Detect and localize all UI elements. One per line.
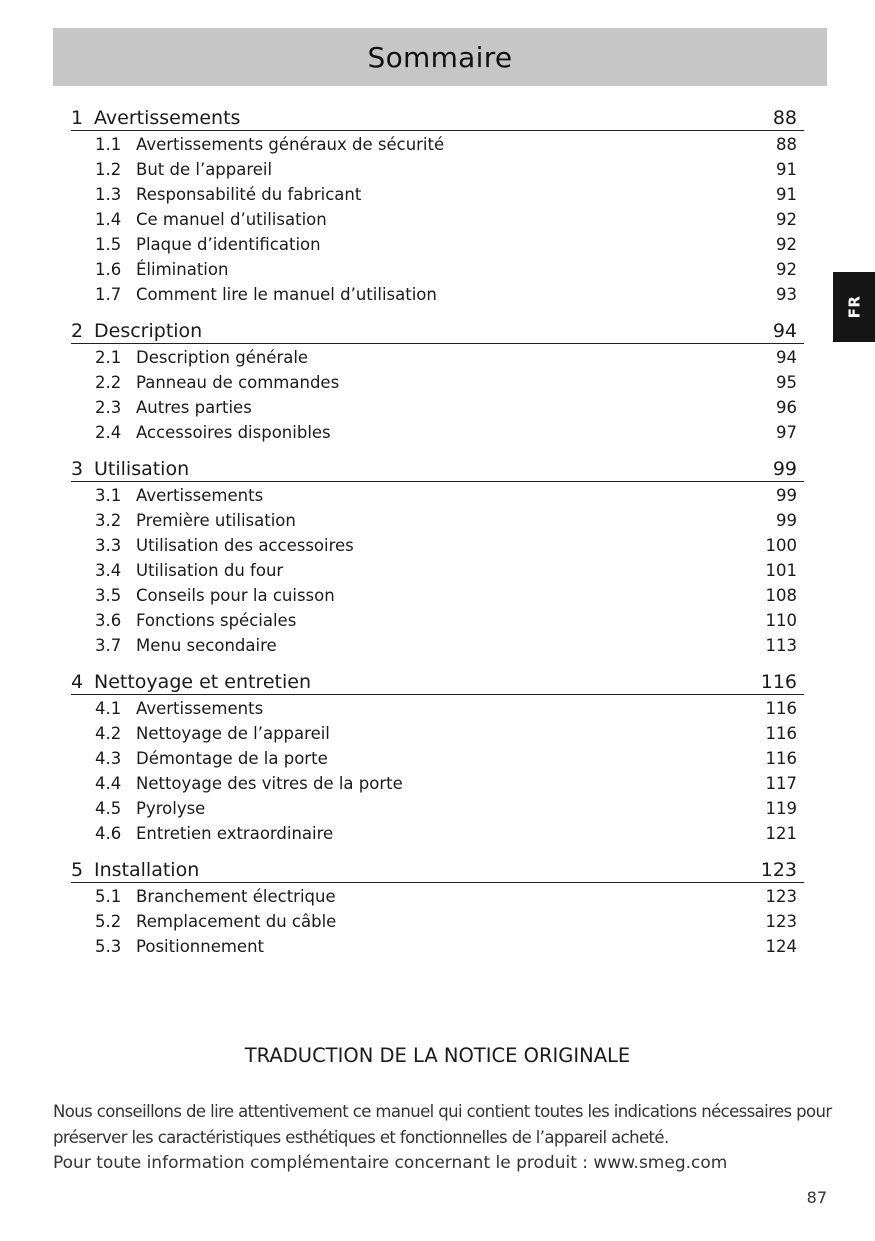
entry-number: 2.1 [95,348,122,367]
toc-entry[interactable] [71,558,804,583]
section-number: 5 [71,859,84,881]
toc-entry[interactable] [71,771,804,796]
toc-entry[interactable] [71,721,804,746]
entry-title: Description générale [136,348,309,367]
entry-page: 110 [765,611,797,630]
toc-entry[interactable] [71,420,804,445]
entry-number: 1.2 [95,160,122,179]
section-page: 116 [760,671,797,693]
entry-number: 4.4 [95,774,122,793]
entry-page: 88 [776,135,797,154]
entry-number: 3.2 [95,511,122,530]
entry-number: 1.5 [95,235,122,254]
entry-title: Élimination [136,260,229,279]
entry-number: 1.3 [95,185,122,204]
entry-number: 3.6 [95,611,122,630]
entry-title: Utilisation des accessoires [136,536,354,555]
toc-entry[interactable] [71,207,804,232]
page-title: Sommaire [367,40,513,74]
entry-page: 108 [765,586,797,605]
toc-entry[interactable] [71,132,804,157]
toc-entry[interactable] [71,746,804,771]
entry-number: 4.5 [95,799,122,818]
section-title: Nettoyage et entretien [94,671,312,693]
entry-title: Positionnement [136,937,265,956]
entry-number: 4.6 [95,824,122,843]
entry-title: Remplacement du câble [136,912,337,931]
entry-title: Entretien extraordinaire [136,824,334,843]
language-label: FR [844,295,863,319]
toc-entry[interactable] [71,483,804,508]
entry-title: Conseils pour la cuisson [136,586,335,605]
header-bar [53,28,827,86]
entry-title: Pyrolyse [136,799,206,818]
section-number: 2 [71,320,84,342]
entry-title: Autres parties [136,398,252,417]
section-number: 3 [71,458,84,480]
toc-entry[interactable] [71,696,804,721]
entry-page: 91 [776,185,797,204]
entry-title: Avertissements généraux de sécurité [136,135,445,154]
entry-number: 2.3 [95,398,122,417]
section-title: Description [94,320,203,342]
toc-entry[interactable] [71,909,804,934]
toc-entry[interactable] [71,796,804,821]
entry-number: 3.1 [95,486,122,505]
toc-entry[interactable] [71,345,804,370]
entry-title: Comment lire le manuel d’utilisation [136,285,437,304]
toc-entry[interactable] [71,583,804,608]
entry-number: 5.2 [95,912,122,931]
entry-number: 1.6 [95,260,122,279]
entry-title: Responsabilité du fabricant [136,185,362,204]
toc-section [71,100,804,307]
toc-section-heading[interactable] [71,100,804,131]
section-page: 99 [772,458,797,480]
toc-section-heading[interactable] [71,664,804,695]
entry-page: 95 [776,373,797,392]
entry-page: 91 [776,160,797,179]
entry-page: 117 [765,774,797,793]
entry-page: 92 [776,235,797,254]
entry-title: Panneau de commandes [136,373,340,392]
entry-page: 92 [776,260,797,279]
entry-number: 4.3 [95,749,122,768]
entry-number: 2.2 [95,373,122,392]
toc-entry[interactable] [71,934,804,959]
entry-number: 1.1 [95,135,122,154]
language-tab [833,272,875,342]
entry-page: 113 [765,636,797,655]
entry-page: 116 [765,749,797,768]
entry-number: 4.1 [95,699,122,718]
entry-number: 4.2 [95,724,122,743]
toc-entry[interactable] [71,633,804,658]
entry-page: 116 [765,724,797,743]
section-page: 94 [772,320,797,342]
toc-section-heading[interactable] [71,852,804,883]
entry-page: 121 [765,824,797,843]
entry-page: 92 [776,210,797,229]
entry-title: Branchement électrique [136,887,336,906]
toc-entry[interactable] [71,282,804,307]
entry-title: Nettoyage des vitres de la porte [136,774,403,793]
page-number: 87 [806,1188,827,1207]
entry-number: 1.7 [95,285,122,304]
info-text: Pour toute information complémentaire concernant le produit : www.smeg.com [53,1153,728,1173]
section-number: 4 [71,671,84,693]
toc-entry[interactable] [71,884,804,909]
entry-page: 96 [776,398,797,417]
entry-title: Utilisation du four [136,561,284,580]
section-title: Avertissements [94,107,241,129]
entry-title: Nettoyage de l’appareil [136,724,330,743]
toc-section [71,664,804,846]
entry-number: 5.3 [95,937,122,956]
translation-heading: TRADUCTION DE LA NOTICE ORIGINALE [244,1044,631,1067]
entry-title: Démontage de la porte [136,749,328,768]
toc-section-heading[interactable] [71,313,804,344]
entry-page: 119 [765,799,797,818]
entry-number: 3.5 [95,586,122,605]
entry-title: Ce manuel d’utilisation [136,210,327,229]
section-title: Installation [94,859,200,881]
toc-entry[interactable] [71,608,804,633]
entry-page: 101 [765,561,797,580]
entry-page: 123 [765,912,797,931]
entry-number: 3.4 [95,561,122,580]
entry-page: 123 [765,887,797,906]
entry-title: Plaque d’identification [136,235,321,254]
notice-text: Nous conseillons de lire attentivement ce manuel qui contient toutes les indications nécessaires pour préserver les caractéristiques esthétiques et fonctionnelles de l’appareil acheté. [53,1102,832,1147]
toc-entry[interactable] [71,182,804,207]
toc-entry[interactable] [71,370,804,395]
entry-page: 99 [776,486,797,505]
toc-section-heading[interactable] [71,451,804,482]
entry-page: 99 [776,511,797,530]
toc-section [71,852,804,959]
entry-page: 93 [776,285,797,304]
section-page: 123 [760,859,797,881]
toc-entry[interactable] [71,533,804,558]
toc-entry[interactable] [71,395,804,420]
entry-title: Avertissements [136,486,264,505]
toc-section [71,313,804,445]
entry-number: 3.3 [95,536,122,555]
entry-title: Avertissements [136,699,264,718]
entry-title: Fonctions spéciales [136,611,297,630]
entry-number: 1.4 [95,210,122,229]
section-number: 1 [71,107,84,129]
toc-section [71,451,804,658]
entry-page: 100 [765,536,797,555]
section-title: Utilisation [94,458,190,480]
entry-page: 124 [765,937,797,956]
toc-entry[interactable] [71,257,804,282]
table-of-contents [71,100,804,965]
toc-entry[interactable] [71,821,804,846]
entry-number: 2.4 [95,423,122,442]
toc-entry[interactable] [71,232,804,257]
entry-title: Accessoires disponibles [136,423,331,442]
toc-entry[interactable] [71,157,804,182]
entry-page: 97 [776,423,797,442]
entry-page: 116 [765,699,797,718]
section-page: 88 [772,107,797,129]
entry-title: Première utilisation [136,511,296,530]
entry-number: 3.7 [95,636,122,655]
toc-entry[interactable] [71,508,804,533]
entry-title: But de l’appareil [136,160,273,179]
entry-number: 5.1 [95,887,122,906]
entry-title: Menu secondaire [136,636,277,655]
entry-page: 94 [776,348,797,367]
